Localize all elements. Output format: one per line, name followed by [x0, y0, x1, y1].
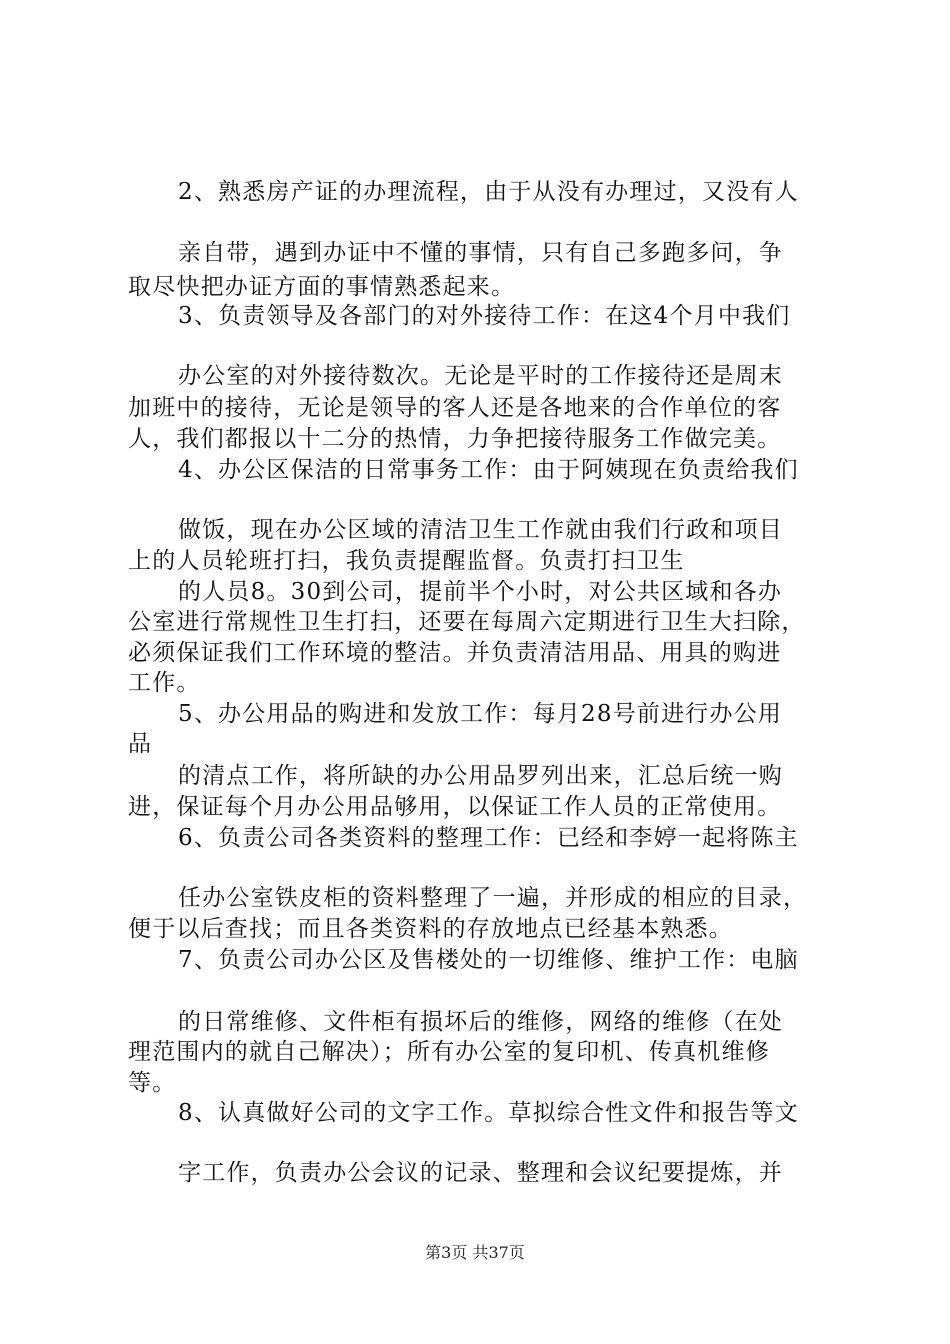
paragraph-line: 等。 — [128, 1070, 177, 1096]
paragraph-line: 字工作，负责办公会议的记录、整理和会议纪要提炼，并 — [178, 1160, 783, 1186]
paragraph-line: 便于以后查找；而且各类资料的存放地点已经基本熟悉。 — [128, 916, 733, 942]
paragraph-line: 3、负责领导及各部门的对外接待工作：在这4个月中我们 — [178, 303, 791, 329]
paragraph-line: 上的人员轮班打扫，我负责提醒监督。负责打扫卫生 — [128, 548, 685, 574]
paragraph-line: 7、负责公司办公区及售楼处的一切维修、维护工作：电脑 — [178, 947, 799, 973]
paragraph-line: 进，保证每个月办公用品够用，以保证工作人员的正常使用。 — [128, 794, 782, 820]
paragraph-line: 加班中的接待，无论是领导的客人还是各地来的合作单位的客 — [128, 395, 782, 421]
paragraph-line: 取尽快把办证方面的事情熟悉起来。 — [128, 274, 516, 300]
paragraph-line: 人，我们都报以十二分的热情，力争把接待服务工作做完美。 — [128, 426, 782, 452]
paragraph-line: 亲自带，遇到办证中不懂的事情，只有自己多跑多问，争 — [178, 240, 783, 266]
paragraph-line: 8、认真做好公司的文字工作。草拟综合性文件和报告等文 — [178, 1100, 799, 1126]
paragraph-line: 5、办公用品的购进和发放工作：每月28号前进行办公用 — [178, 701, 783, 727]
paragraph-line: 6、负责公司各类资料的整理工作：已经和李婷一起将陈主 — [178, 825, 799, 851]
paragraph-line: 4、办公区保洁的日常事务工作：由于阿姨现在负责给我们 — [178, 457, 799, 483]
paragraph-line: 的清点工作，将所缺的办公用品罗列出来，汇总后统一购 — [178, 763, 783, 789]
paragraph-line: 工作。 — [128, 670, 201, 696]
paragraph-line: 品 — [128, 731, 153, 757]
paragraph-line: 必须保证我们工作环境的整洁。并负责清洁用品、用具的购进 — [128, 640, 782, 666]
paragraph-line: 任办公室铁皮柜的资料整理了一遍，并形成的相应的目录， — [178, 885, 808, 911]
paragraph-line: 办公室的对外接待数次。无论是平时的工作接待还是周末 — [178, 363, 783, 389]
paragraph-line: 做饭，现在办公区域的清洁卫生工作就由我们行政和项目 — [178, 517, 783, 543]
paragraph-line: 公室进行常规性卫生打扫，还要在每周六定期进行卫生大扫除， — [128, 609, 806, 635]
paragraph-line: 2、熟悉房产证的办理流程，由于从没有办理过，又没有人 — [178, 179, 799, 205]
paragraph-line: 的日常维修、文件柜有损坏后的维修，网络的维修（在处 — [178, 1009, 783, 1035]
paragraph-line: 理范围内的就自己解决）；所有办公室的复印机、传真机维修 — [128, 1039, 770, 1065]
paragraph-line: 的人员8。30到公司，提前半个小时，对公共区域和各办 — [178, 579, 783, 605]
page-footer: 第3页 共37页 — [425, 1243, 525, 1262]
